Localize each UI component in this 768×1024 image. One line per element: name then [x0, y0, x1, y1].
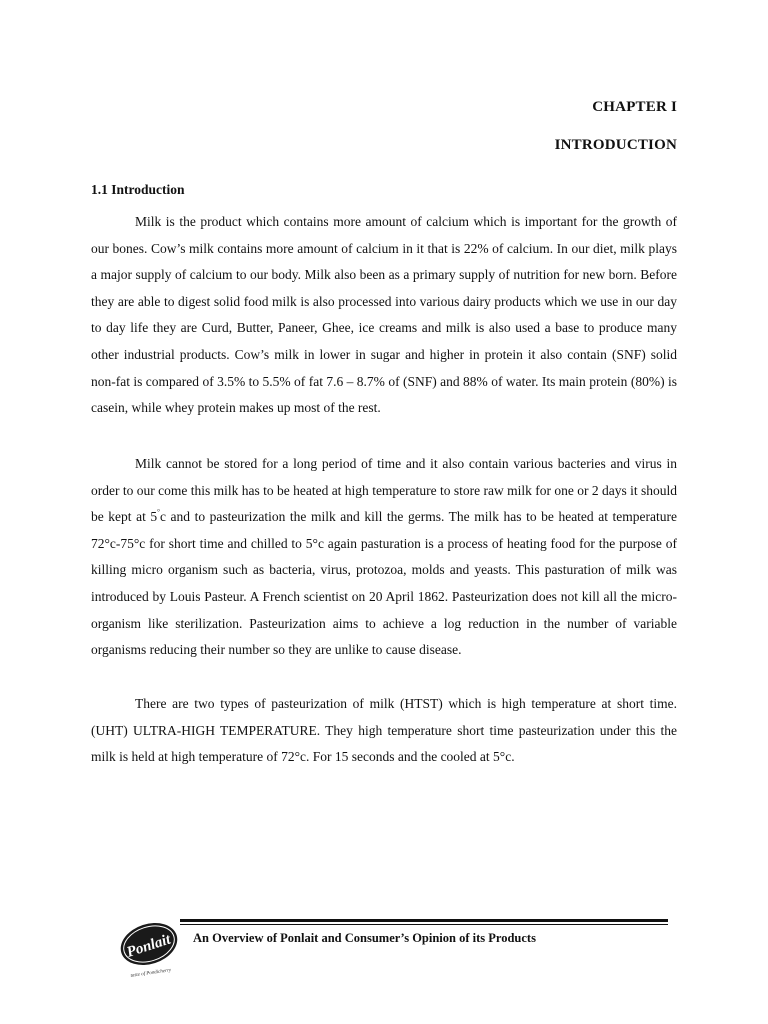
- chapter-number: CHAPTER I: [592, 99, 677, 115]
- paragraph-calcium: Milk is the product which contains more amount of calcium which is important for the growth of our bones. Cow’s milk contains more amount of calcium in it that is 22% of calcium. In our diet, milk plays a major supply of calcium to our body. Milk also been as a primary supply of nutrition for new born. Before they are able to digest solid food milk is also processed into various dairy products which we use in our day to day life they are Curd, Butter, Paneer, Ghee, ice creams and milk is also used a base to produce many other industrial products. Cow’s milk in lower in sugar and higher in protein it also contain (SNF) solid non-fat is compared of 3.5% to 5.5% of fat 7.6 – 8.7% of (SNF) and 88% of water. Its main protein (80%) is casein, while whey protein makes up most of the rest.: [91, 214, 677, 416]
- section-heading: 1.1 Introduction: [91, 182, 185, 197]
- paragraph-pasteurization-part-1: Milk cannot be stored for a long period of time and it also contain various bacteries and virus in order to our come this milk has to be heated at high temperature to store raw milk for one or 2 days it should be kept at 5: [91, 456, 677, 525]
- logo-tagline: taste of Pondicherry: [130, 968, 172, 979]
- footer-divider-thin: [180, 924, 668, 925]
- paragraph-pasteurization-part-2: c and to pasteurization the milk and kill the germs. The milk has to be heated at temperature 72°c-75°c for short time and chilled to 5°c again pasturation is a process of heating food for the purpose of killing micro organism such as bacteria, virus, protozoa, molds and yeasts. This pasturation of milk was introduced by Louis Pasteur. A French scientist on 20 April 1862. Pasteurization does not kill all the micro-organism like sterilization. Pasteurization aims to achieve a log reduction in the number of variable organisms reducing their number so they are unlike to cause disease.: [91, 509, 678, 658]
- chapter-title: INTRODUCTION: [554, 137, 677, 153]
- ponlait-logo-icon: [118, 914, 184, 980]
- paragraph-types: There are two types of pasteurization of milk (HTST) which is high temperature at short time. (UHT) ULTRA-HIGH TEMPERATURE. They high temperature short time pasteurization under this the milk is held at high temperature of 72°c. For 15 seconds and the cooled at 5°c.: [91, 696, 677, 765]
- footer-divider-thick: [180, 919, 668, 922]
- footer-title: An Overview of Ponlait and Consumer’s Opinion of its Products: [193, 931, 536, 945]
- paragraph-pasteurization: [91, 451, 677, 664]
- degree-symbol: °: [157, 508, 160, 517]
- logo-wordmark: Ponlait: [124, 931, 173, 961]
